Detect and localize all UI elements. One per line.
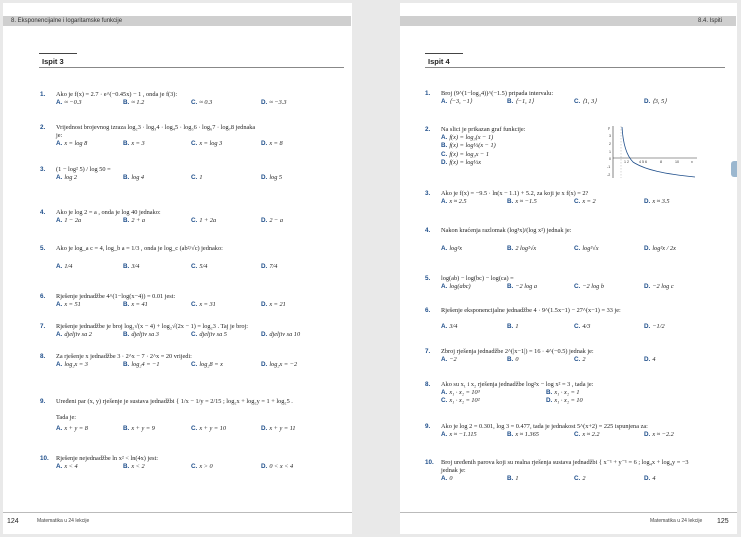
question-number: 1. (425, 90, 431, 97)
question-3 (425, 190, 670, 206)
answer-a[interactable]: A. 0 (441, 475, 453, 483)
answer-b[interactable]: B. 1 (507, 323, 519, 331)
test-title: Ispit 3 (39, 56, 67, 68)
question-text-cont: je: (56, 132, 63, 140)
question-number: 5. (40, 245, 46, 252)
answer-row (441, 323, 665, 331)
question-number: 2. (40, 124, 46, 131)
answer-a[interactable]: A. x < 4 (56, 463, 78, 471)
answer-c[interactable]: C. x + y = 10 (191, 425, 226, 433)
question-4 (40, 209, 284, 225)
answer-a[interactable]: A. log(abc) (441, 283, 471, 291)
answer-row (56, 331, 301, 339)
question-number: 3. (425, 190, 431, 197)
answer-row (441, 98, 667, 106)
answer-c[interactable]: C. 1 + 2a (191, 217, 217, 225)
answer-c[interactable]: C. djeljiv sa 5 (191, 331, 227, 339)
answer-b[interactable]: B. 2 + a (123, 217, 146, 225)
question-5 (40, 245, 278, 271)
answer-c[interactable]: C. 2 (574, 356, 586, 364)
answer-d[interactable]: D. 2 − a (261, 217, 284, 225)
answer-row (56, 301, 286, 309)
question-text: Ako je f(x) = 2.7 · e^(−0.45x) − 1 , onda je f(3): (56, 91, 178, 98)
question-text: Za rješenje x jednadžbe 3 · 2^x − 7 · 2^x = 20 vrijedi: (56, 353, 192, 360)
answer-a[interactable]: A. djeljiv sa 2 (56, 331, 92, 339)
question-number: 3. (40, 166, 46, 173)
question-text: Broj (9^(1−log₃4))^(−1.5) pripada intervalu: (441, 90, 554, 97)
answer-d[interactable]: D. x₁ · x₂ = 10 (546, 397, 583, 405)
answer-a[interactable]: A. 1/4 (56, 263, 73, 271)
answer-a[interactable]: A. x = log 8 (56, 140, 88, 148)
answer-d[interactable]: D. −2 log c (644, 283, 674, 291)
tick-label: y (608, 126, 610, 130)
title-rule (425, 67, 725, 68)
answer-row (441, 475, 689, 483)
answer-c[interactable]: C. x = 2 (574, 198, 596, 206)
answer-b[interactable]: B. log₂4 = −1 (123, 361, 160, 369)
question-number: 4. (40, 209, 46, 216)
question-number: 8. (425, 381, 431, 388)
question-text: Nakon kraćenja razlomak (log³x)/(log x²) jednak je: (441, 227, 572, 234)
answer-d[interactable]: D. x ≈ −2.2 (644, 431, 674, 439)
answer-b[interactable]: B. 1 (507, 475, 519, 483)
answer-b[interactable]: B. ⟨−1, 1⟩ (507, 98, 534, 106)
answer-c[interactable]: C. log₂8 = x (191, 361, 223, 369)
answer-d[interactable]: D. 7/4 (261, 263, 278, 271)
answer-b[interactable]: B. x + y = 9 (123, 425, 155, 433)
question-text: Uređeni par (x, y) rješenje je sustava jednadžbi { 1/x − 1/y = 2/15 ; log₂x + log₂y = 1 + log₂5 . (56, 398, 293, 405)
answer-row (441, 397, 593, 405)
question-number: 4. (425, 227, 431, 234)
question-number: 6. (40, 293, 46, 300)
answer-b[interactable]: B. log 4 (123, 174, 145, 182)
answer-b[interactable]: B. x ≈ 1.365 (507, 431, 539, 439)
graph-curve (622, 127, 695, 177)
answer-d[interactable]: D. log 5 (261, 174, 283, 182)
answer-c[interactable]: C. ≈ 0.3 (191, 99, 213, 107)
question-text: Ako su x₁ i x₂ rješenja jednadžbe log²x − log x² = 3 , tada je: (441, 381, 594, 388)
question-7 (425, 348, 656, 364)
question-1 (40, 91, 287, 107)
tick-label: x (691, 160, 693, 164)
question-number: 1. (40, 91, 46, 98)
question-number: 10. (40, 455, 49, 462)
answer-b[interactable]: B. f(x) = log⅓(x − 1) (441, 142, 496, 150)
answer-d[interactable]: D. x + y = 11 (261, 425, 296, 433)
answer-b[interactable]: B. x ≈ −1.5 (507, 198, 537, 206)
question-9 (425, 423, 674, 439)
answer-c[interactable]: C. −2 log b (574, 283, 605, 291)
answer-c[interactable]: C. x > 0 (191, 463, 213, 471)
answer-c[interactable]: C. log²√x (574, 245, 599, 253)
answer-row (441, 283, 674, 291)
answer-row (441, 356, 656, 364)
answer-d[interactable]: D. x = 21 (261, 301, 286, 309)
answer-row (441, 245, 676, 253)
question-text: Rješenje eksponencijalne jednadžbe 4 · 9^(1.5x−1) − 27^(x−1) = 33 je: (441, 307, 621, 314)
answer-b[interactable]: B. x < 2 (123, 463, 145, 471)
tick-label: 3 (609, 134, 611, 138)
answer-d[interactable]: D. ⟨3, 5⟩ (644, 98, 667, 106)
tick-label: 1 (609, 150, 611, 154)
answer-row (441, 431, 674, 439)
answer-row (56, 463, 294, 471)
question-number: 7. (40, 323, 46, 330)
section-header: 8.4. Ispiti (400, 16, 736, 26)
question-text: Rješenje jednadžbe je broj log₂√(x − 4) + log₂√(2x − 1) = log₂3 . Taj je broj: (56, 323, 249, 330)
tick-label: 1 2 (624, 160, 629, 164)
answer-d[interactable]: D. f(x) = log⅓x (441, 158, 482, 166)
answer-d[interactable]: D. 4 (644, 475, 656, 483)
tick-label: 4 5 6 (639, 160, 647, 164)
answer-d[interactable]: D. djeljiv sa 10 (261, 331, 301, 339)
answer-c[interactable]: C. ⟨1, 3⟩ (574, 98, 597, 106)
answer-d[interactable]: D. x = 8 (261, 140, 283, 148)
question-2 (425, 126, 526, 167)
answer-d[interactable]: D. 0 < x < 4 (261, 463, 294, 471)
answer-row (56, 263, 278, 271)
question-text: Rješenje jednadžbe 4^(1−log(x−4)) = 0.01 jest: (56, 293, 176, 300)
question-7 (40, 323, 301, 339)
footer-rule (400, 512, 737, 513)
question-2 (40, 124, 283, 149)
question-1 (425, 90, 667, 106)
answer-d[interactable]: D. −1/2 (644, 323, 665, 331)
answer-d[interactable]: D. 4 (644, 356, 656, 364)
question-text: Ako je log_a c = 4, log_b a = 1/3 , onda je log_c (ab²/√c) jednako: (56, 245, 223, 252)
chapter-header: 8. Eksponencijalne i logaritamske funkcije (3, 16, 351, 26)
question-10 (425, 459, 689, 484)
answer-row (56, 361, 298, 369)
book-footer: Matematika u 24 lekcije (37, 518, 90, 524)
question-text: Ako je f(x) = −9.5 · ln(x − 1.1) + 5.2, za koji je x f(x) = 2? (441, 190, 589, 197)
question-text: (1 − log² 5) / log 50 = (56, 166, 111, 173)
footer-rule (3, 512, 352, 513)
answer-row (56, 217, 284, 225)
left-page (3, 3, 352, 534)
tick-label: 2 (609, 142, 611, 146)
question-text: Rješenje nejednadžbe ln x² < ln(4x) jest: (56, 455, 158, 462)
question-number: 5. (425, 275, 431, 282)
answer-c[interactable]: C. 2 (574, 475, 586, 483)
answer-c[interactable]: C. x = log 3 (191, 140, 223, 148)
answer-a[interactable]: A. log²x (441, 245, 463, 253)
question-text-cont: Tada je: (56, 414, 77, 422)
answer-b[interactable]: B. x₁ · x₂ = 1 (546, 389, 580, 397)
answer-c[interactable]: C. f(x) = log₃x − 1 (441, 150, 490, 158)
function-graph (605, 124, 701, 180)
tick-label: 8 (660, 160, 662, 164)
question-5 (425, 275, 674, 291)
question-number: 6. (425, 307, 431, 314)
tick-label: -2 (607, 173, 611, 177)
page-number: 124 (7, 518, 19, 525)
answer-row (56, 174, 283, 182)
book-footer: Matematika u 24 lekcije (650, 518, 703, 524)
question-number: 10. (425, 459, 434, 466)
question-9 (40, 398, 296, 434)
side-tab (731, 161, 737, 177)
question-text-cont: jednak je: (441, 467, 466, 475)
question-8 (425, 381, 594, 406)
question-number: 7. (425, 348, 431, 355)
tick-label: 0 (609, 157, 611, 161)
answer-b[interactable]: B. 2 log²√x (507, 245, 537, 253)
question-text: Ako je log 2 = a , onda je log 40 jednako: (56, 209, 161, 216)
title-rule (39, 67, 344, 68)
answer-a[interactable]: A. 3/4 (441, 323, 458, 331)
answer-a[interactable]: A. ≈ −0.3 (56, 99, 82, 107)
question-10 (40, 455, 294, 471)
right-page (400, 3, 737, 534)
answer-row (56, 140, 283, 148)
answer-b[interactable]: B. x = 3 (123, 140, 145, 148)
question-8 (40, 353, 298, 369)
question-text: Na slici je prikazan graf funkcije: (441, 126, 526, 133)
answer-c[interactable]: C. x₁ · x₂ = 10² (441, 397, 480, 405)
question-text: log(ab) − log(bc) − log(ca) = (441, 275, 514, 282)
question-6 (40, 293, 286, 309)
answer-b[interactable]: B. djeljiv sa 3 (123, 331, 159, 339)
question-text: Zbroj rješenja jednadžbe 2^(|x−1|) = 16 · 4^(−0.5) jednak je: (441, 348, 594, 355)
answer-b[interactable]: B. 0 (507, 356, 519, 364)
question-number: 8. (40, 353, 46, 360)
page-number: 125 (717, 518, 729, 525)
question-number: 2. (425, 126, 431, 133)
answer-a[interactable]: A. 1 − 2a (56, 217, 82, 225)
test-title: Ispit 4 (425, 56, 453, 68)
answer-row (56, 99, 287, 107)
answer-b[interactable]: B. x = 41 (123, 301, 148, 309)
answer-c[interactable]: C. x = 31 (191, 301, 216, 309)
answer-a[interactable]: A. −2 (441, 356, 457, 364)
answer-d[interactable]: D. ≈ −3.3 (261, 99, 287, 107)
question-4 (425, 227, 676, 253)
question-3 (40, 166, 283, 182)
answer-c[interactable]: C. 4/3 (574, 323, 591, 331)
answer-d[interactable]: D. log²x / 2x (644, 245, 676, 253)
answer-a[interactable]: A. x₁ · x₂ = 10³ (441, 389, 480, 397)
question-number: 9. (425, 423, 431, 430)
answer-c[interactable]: C. 5/4 (191, 263, 208, 271)
answer-row (441, 389, 593, 397)
answer-a[interactable]: A. x + y = 8 (56, 425, 88, 433)
answer-a[interactable]: A. x ≈ 2.5 (441, 198, 467, 206)
answer-d[interactable]: D. x ≈ 3.5 (644, 198, 670, 206)
question-text: Vrijednost brojevnog izraza log₂3 · log₃4 · log₄5 · log₅6 · log₆7 · log₇8 jednaka (56, 124, 256, 131)
answer-d[interactable]: D. log₂x = −2 (261, 361, 298, 369)
question-text: Ako je log 2 = 0.301, log 3 = 0.477, tada je jednakost 5^(x+2) = 225 ispunjena za: (441, 423, 648, 430)
answer-b[interactable]: B. −2 log a (507, 283, 538, 291)
answer-row (441, 198, 670, 206)
answer-b[interactable]: B. 3/4 (123, 263, 140, 271)
answer-a[interactable]: A. log 2 (56, 174, 78, 182)
answer-a[interactable]: A. ⟨−3, −1⟩ (441, 98, 473, 106)
question-text: Broj uređenih parova koji su realna rješenja sustava jednadžbi { x⁻¹ + y⁻¹ = 6 ; log₄x + log₄y = −3 (441, 459, 689, 466)
question-number: 9. (40, 398, 46, 405)
question-6 (425, 307, 665, 331)
answer-a[interactable]: A. log₂x = 3 (56, 361, 88, 369)
answer-a[interactable]: A. x = 51 (56, 301, 81, 309)
answer-a[interactable]: A. x ≈ −1.115 (441, 431, 477, 439)
answer-row (56, 425, 296, 433)
answer-c[interactable]: C. 1 (191, 174, 203, 182)
tick-label: 10 (675, 160, 679, 164)
tick-label: -1 (607, 165, 611, 169)
answer-b[interactable]: B. ≈ 1.2 (123, 99, 145, 107)
answer-a[interactable]: A. f(x) = log₃(x − 1) (441, 134, 494, 142)
answer-c[interactable]: C. x ≈ 2.2 (574, 431, 600, 439)
